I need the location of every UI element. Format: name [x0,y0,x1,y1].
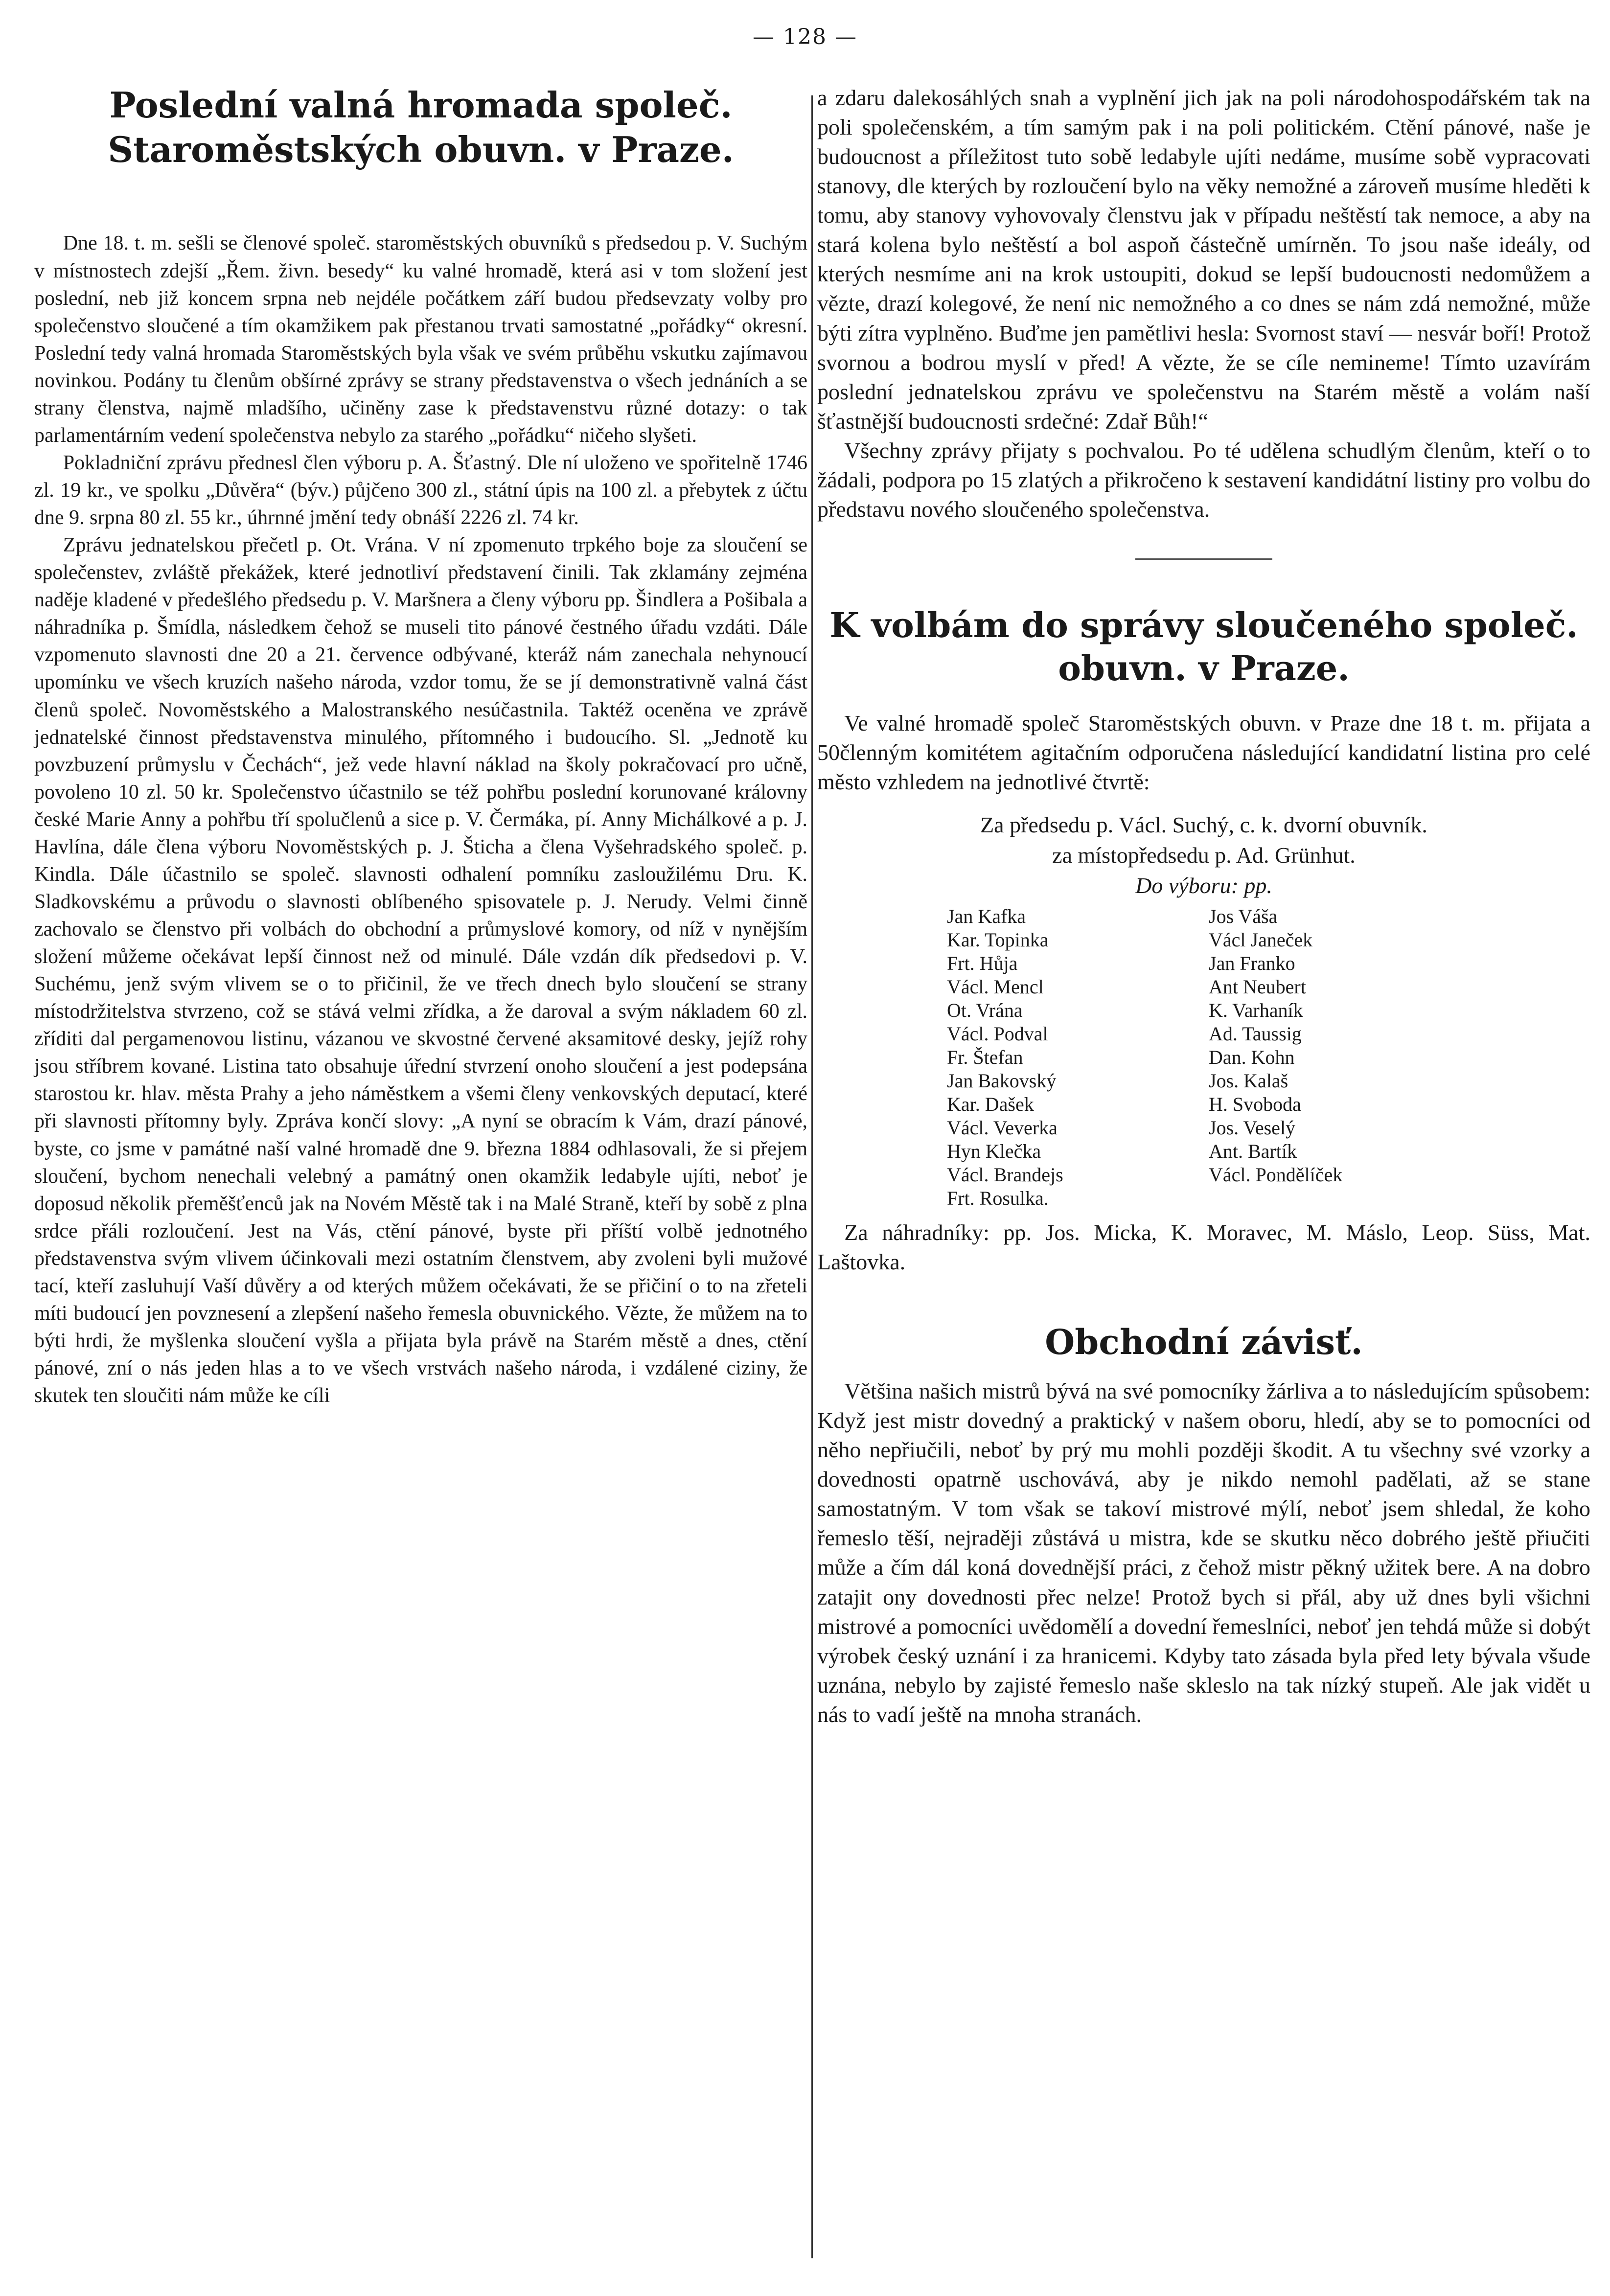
committee-member: Dan. Kohn [1209,1046,1295,1068]
committee-member: Hyn Klečka [947,1140,1041,1162]
committee-heading: Do výboru: pp. [1135,872,1272,898]
committee-member: Ant. Bartík [1209,1140,1297,1162]
committee-member: Ant Neubert [1209,975,1306,998]
committee-member: Fr. Štefan [947,1046,1023,1068]
committee-list-right [1209,905,1461,1210]
committee-member: Frt. Rosulka. [947,1187,1049,1209]
article-paragraph-treasury: Pokladniční zprávu přednesl člen výboru p. A. Šťastný. Dle ní uloženo ve spořitelně 1746 zl. 19 kr., ve spolku „Důvěra“ (býv.) půjčeno 300 zl., státní úpis na 100 zl. a přebytek z účtu dne 9. srpna 80 zl. 55 kr., úhrnné jmění tedy obnáší 2226 zl. 74 kr. [34,451,807,529]
committee-member: Jan Kafka [947,905,1026,927]
substitutes: Za náhradníky: pp. Jos. Micka, K. Moravec, M. Máslo, Leop. Süss, Mat. Laštovka. [817,1219,1590,1274]
elections-intro: Ve valné hromadě společ Staroměstských obuvn. v Praze dne 18 t. m. přijata a 50členným komitétem agitačním odporučena následující kandidatní listina pro celé město vzhledem na jednotlivé čtvrtě: [817,711,1590,795]
article-paragraph-intro: Dne 18. t. m. sešli se členové společ. staroměstských obuvníků s předsedou p. V. Suchým v místnostech zdejší „Řem. živn. besedy“ ku valné hromadě, která asi v tom složení jest poslední, neb již koncem srpna neb nejdéle počátkem září budou předsevzaty volby pro společenstvo sloučené a tím okamžikem pak přestanou trvati samostatné „pořádky“ okresní. Poslední tedy valná hromada Staroměstských byla však ve svém průběhu vskutku zajímavou novinkou. Podány tu členům obšírné zprávy se strany představenstva o všech jednáních a se strany členstva, najmě mladšího, učiněny zase k představenstvu různé dotazy: o tak parlamentárním vedení společenstva nebylo za starého „pořádku“ ničeho slyšeti. [34,232,807,447]
committee-member: K. Varhaník [1209,999,1303,1021]
committee-member: Václ Janeček [1209,928,1313,951]
left-column [34,83,807,2267]
column-divider [811,95,813,2258]
committee-member: Ot. Vrána [947,999,1023,1021]
committee-list [947,905,1461,1210]
section-divider [1135,558,1272,560]
committee-member: Jan Franko [1209,952,1295,974]
committee-member: Kar. Topinka [947,928,1049,951]
article-title-general-meeting: Poslední valná hromada společ. Staroměstských obuvn. v Praze. [108,84,734,170]
committee-member: Václ. Mencl [947,975,1044,998]
article-paragraph-approval: Všechny zprávy přijaty s pochvalou. Po té udělena schudlým členům, kteří o to žádali, podpora po 15 zlatých a přikročeno k sestavení kandidátní listiny pro volbu do představu nového sloučeného společenstva. [817,437,1590,522]
candidate-chair: Za předsedu p. Václ. Suchý, c. k. dvorní obuvník. [980,812,1427,837]
page-number: — 128 — [753,24,857,49]
right-column [817,83,1590,2267]
trade-envy-text: Většina našich mistrů bývá na své pomocníky žárliva a to následujícím spůsobem: Když jest mistr dovedný a praktický v našem oboru, hledí, aby se to pomocníci od něho nepřiučili, neboť by prý mu mohli později škodit. A tu všechny své vzorky a dovednosti opatrně uschovává, aby je nikdo nemohl padělati, až se stane samostatným. V tom však se takoví mistrové mýlí, neboť jsem shledal, že koho řemeslo těší, nejraději zůstává u mistra, kde se skutku něco dobrého ještě přiučiti může a čím dál koná dovednější práci, z čehož mistr pěkný užitek bere. A na dobro zatajit ony dovednosti přec nelze! Protož bych si přál, aby už dnes byli všichni mistrové a pomocníci uvědomělí a dovední řemeslníci, neboť jen tehdá může si dobýt výrobek český uznání i za hranicemi. Kdyby tato zásada byla před lety bývala všude uznána, nebylo by zajisté řemeslo naše skleslo na tak nízký stupeň. Ale jak vidět u nás to vadí ještě na mnoha stranách. [817,1378,1590,1727]
committee-member: Ad. Taussig [1209,1022,1302,1045]
committee-member: Václ. Pondělíček [1209,1163,1343,1186]
article-title-elections: K volbám do správy sloučeného společ. obuvn. v Praze. [829,604,1578,689]
committee-member: Václ. Podval [947,1022,1048,1045]
committee-member: Kar. Dašek [947,1093,1034,1115]
committee-member: H. Svoboda [1209,1093,1301,1115]
committee-member: Jos. Kalaš [1209,1069,1288,1092]
committee-member: Frt. Hůja [947,952,1018,974]
committee-member: Jan Bakovský [947,1069,1057,1092]
candidate-vice-chair: za místopředsedu p. Ad. Grünhut. [1052,842,1356,868]
article-title-trade-envy: Obchodní závisť. [1045,1321,1363,1362]
committee-member: Jos Váša [1209,905,1278,927]
committee-member: Václ. Brandejs [947,1163,1063,1186]
committee-list-left [947,905,1199,1210]
article-paragraph-secretary-report: Zprávu jednatelskou přečetl p. Ot. Vrána. V ní zpomenuto trpkého boje za sloučení se společenstev, zvláště překážek, které jednotliví představení činili. Tak zklamány zejména naděje kladené v předešlého předsedu p. V. Maršnera a členy výboru pp. Šindlera a Pošibala a náhradníka p. Šmídla, následkem čehož se museli tito pánové čestného úřadu vzdáti. Dále vzpomenuto slavnosti dne 20 a 21. července odbývané, kteráž nám zanechala nehynoucí upomínku ve všech kruzích našeho národa, vzdor tomu, že se jí demonstrativně valná část členů společ. Novoměstského a Malostranského nesúčastnila. Taktéž oceněna ve zprávě jednatelské činnost představenstva minulého, přítomného i budoucího. Sl. „Jednotě ku povzbuzení průmyslu v Čechách“, jež vede hlavní náklad na školy pokračovací pro učně, povoleno 10 zl. 50 kr. Společenstvo účastnilo se též pohřbu poslední korunované královny české Marie Anny a pohřbu tří spolučlenů a sice p. V. Čermáka, pí. Anny Michálkové a p. J. Havlína, dále člena výboru Novoměstských p. J. Šticha a člena Vyšehradského společ. p. Kindla. Dále účastnilo se společ. slavnosti odhalení pomníku zasloužilému Dru. K. Sladkovskému a průvodu o slavnosti oblíbeného spisovatele p. J. Nerudy. Velmi činně zachovalo se členstvo při volbách do obchodní a průmyslové komory, od níž v nynějším složení můžeme očekávat lepší činnost než od minulé. Dále vzdán dík předsedovi p. V. Suchému, jenž svým vlivem se o to přičinil, že ve třech dnech bylo sloučení se strany místodržitelstva stvrzeno, což se stává velmi zřídka, a že daroval a svým nákladem 60 zl. zříditi dal pergamenovou listinu, vázanou ve skvostné červené aksamitové desky, jejíž rohy jsou stříbrem kované. Listina tato obsahuje úřední stvrzení onoho sloučení a jest podepsána starostou kr. hlav. města Prahy a jeho náměstkem a všemi členy venkovských deputací, které při slavnosti přítomny byly. Zpráva končí slovy: „A nyní se obracím k Vám, drazí pánové, byste, co jsme v památné naší valné hromadě dne 9. března 1884 odhlasovali, že si přejem sloučení, bychom nenechali velebný a památný onen okamžik ledabyle ujíti, neboť je doposud několik přeměšťenců jak na Novém Městě tak i na Malé Straně, kteří by sobě z plna srdce přáli rozloučení. Jest na Vás, ctění pánové, byste při příští volbě jednotného představenstva svým vlivem účinkovali mezi ostatním členstvem, aby zvoleni byli mužové tací, kteří zasluhují Vaší důvěry a od kterých můžem očekávati, že se přičiní o to na zřeteli míti budoucí jen povznesení a zlepšení našeho řemesla obuvnického. Vězte, že můžem na to býti hrdi, že myšlenka sloučení vyšla a přijata byla právě na Starém městě a dnes, ctění pánové, zní o nás jeden hlas a to ve všech vrstvách našeho národa, i vzdálené ciziny, že skutek ten sloučiti nám může ke cíli [34,534,807,1407]
committee-member: Václ. Veverka [947,1116,1058,1139]
committee-member: Jos. Veselý [1209,1116,1296,1139]
article-paragraph-continuation: a zdaru dalekosáhlých snah a vyplnění jich jak na poli národohospodářském tak na poli společenském, a tím samým pak i na poli politickém. Ctění pánové, naše je budoucnost a příležitost tuto sobě ledabyle ujíti nedáme, musíme sobě vypracovati stanovy, dle kterých by rozloučení bylo na věky nemožné a zároveň musíme hleděti k tomu, aby stanovy vyhovovaly členstvu jak v případu neštěstí tak nemoce, a aby na stará kolena bylo neštěstí a bol aspoň částečně umírněn. To jsou naše ideály, od kterých nesmíme ani na krok ustoupiti, dokud se lepší budoucnosti nedomůžem a vězte, drazí kolegové, že není nic nemožného a co dnes se nám zdá nemožné, může býti zítra vyplněno. Buďme jen pamětlivi hesla: Svornost staví — nesvár boří! Protož svornou a bodrou myslí v před! A vězte, že se cíle nemineme! Tímto uzavírám poslední jednatelskou zprávu ve společenstvu na Starém městě a volám naší šťastnější budoucnosti srdečné: Zdař Bůh!“ [817,85,1590,434]
